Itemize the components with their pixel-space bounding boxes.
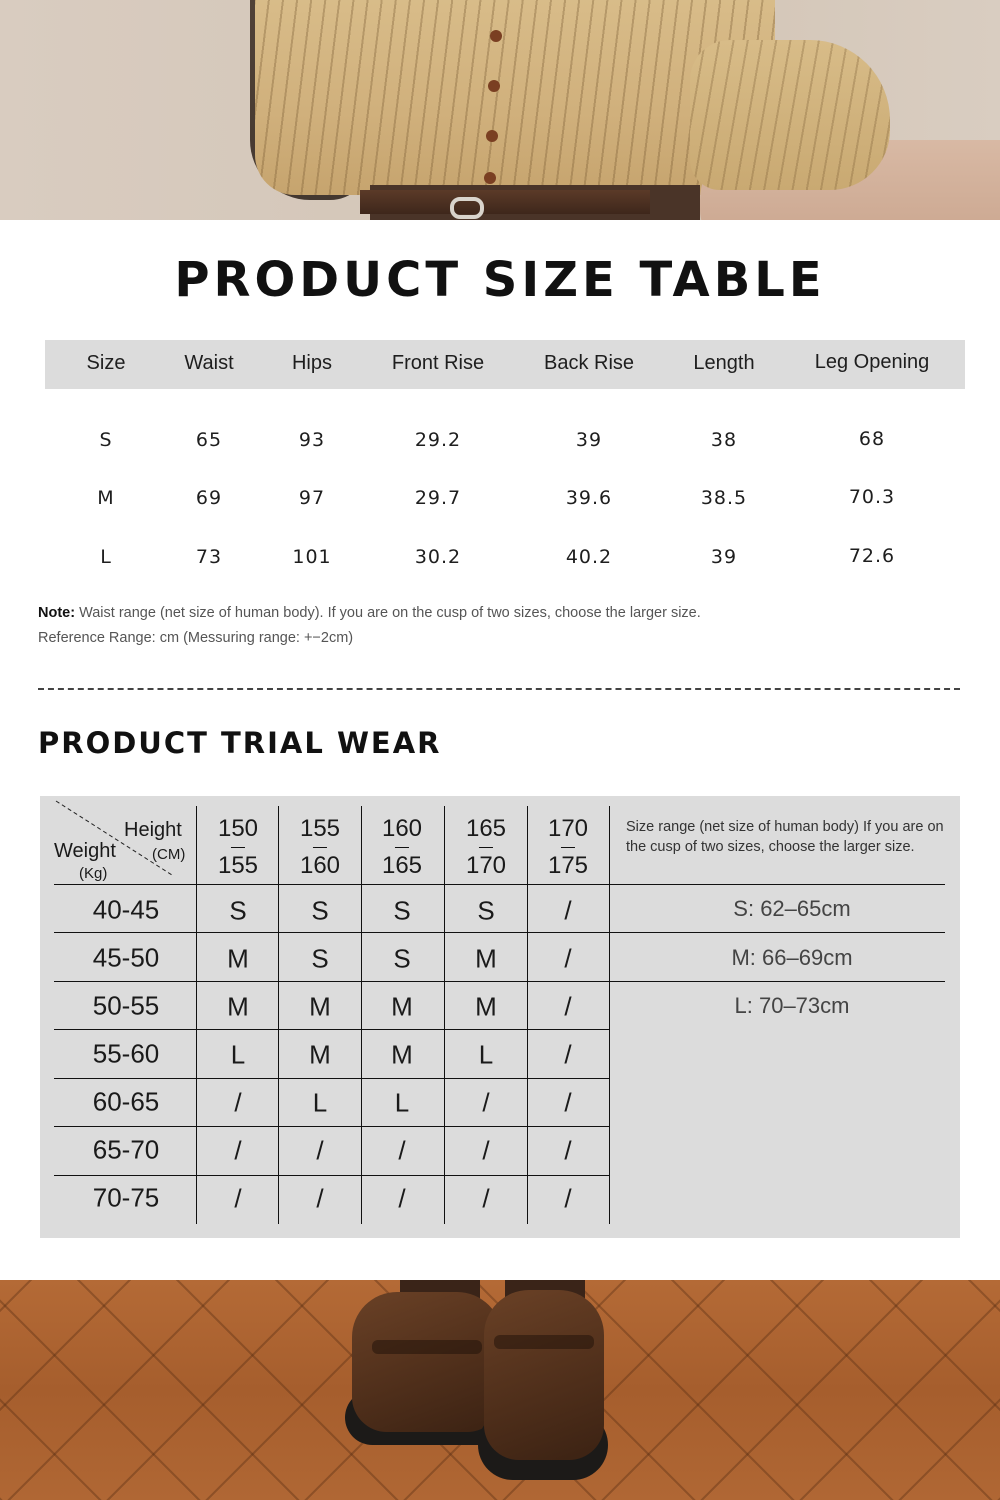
loafer-strap xyxy=(372,1340,482,1354)
grid-line xyxy=(54,932,945,933)
col-header-leg-opening: Leg Opening xyxy=(814,351,930,373)
blouse-button xyxy=(486,130,498,142)
col-header-waist: Waist xyxy=(184,352,234,374)
size-cell: M xyxy=(391,1039,413,1070)
blouse-button xyxy=(490,30,502,42)
size-cell: S xyxy=(311,943,329,974)
size-cell: L xyxy=(478,1039,494,1070)
range-l: L: 70–73cm xyxy=(734,993,850,1018)
reference-range: Reference Range: cm (Messuring range: +−2cm) xyxy=(38,630,354,646)
size-cell: L xyxy=(394,1087,410,1118)
grid-line xyxy=(54,1078,610,1079)
weight-label: 65-70 xyxy=(92,1134,160,1165)
size-cell: / xyxy=(482,1087,490,1118)
size-cell: / xyxy=(564,991,572,1022)
model-photo-top xyxy=(0,0,1000,220)
grid-line xyxy=(54,884,945,885)
size-cell: L xyxy=(230,1039,246,1070)
table-cell: 97 xyxy=(298,487,326,509)
belt-buckle xyxy=(450,197,484,219)
table-cell: 68 xyxy=(858,428,886,450)
size-cell: / xyxy=(564,895,572,926)
weight-label: 50-55 xyxy=(92,990,160,1021)
height-header xyxy=(382,810,422,884)
col-header-hips: Hips xyxy=(291,352,333,374)
table-cell: 38.5 xyxy=(700,487,748,509)
height-from: 160 xyxy=(381,815,423,842)
weight-label: 55-60 xyxy=(92,1038,160,1069)
size-cell: L xyxy=(312,1087,328,1118)
weight-label: 40-45 xyxy=(92,894,160,925)
loafer-strap xyxy=(494,1335,594,1349)
col-header-front-rise: Front Rise xyxy=(391,352,485,374)
leather-belt xyxy=(360,190,650,214)
page-title: PRODUCT SIZE TABLE xyxy=(174,252,826,308)
size-cell: / xyxy=(564,1183,572,1214)
grid-line xyxy=(609,806,610,1224)
grid-line xyxy=(54,981,945,982)
loafer-right xyxy=(484,1290,604,1460)
table-cell: M xyxy=(97,487,115,509)
weight-label: 70-75 xyxy=(92,1182,160,1213)
height-from: 170 xyxy=(547,815,589,842)
table-cell: 30.2 xyxy=(414,546,462,568)
table-cell: 40.2 xyxy=(565,546,613,568)
size-cell: S xyxy=(393,943,411,974)
height-to: 175 xyxy=(547,852,589,879)
size-cell: / xyxy=(564,1087,572,1118)
size-cell: / xyxy=(234,1183,242,1214)
height-header xyxy=(218,810,258,884)
weight-label: 60-65 xyxy=(92,1086,160,1117)
grid-line xyxy=(196,806,197,1224)
corner-kg-label: (Kg) xyxy=(79,865,108,882)
loafer-left xyxy=(352,1292,502,1432)
grid-line xyxy=(444,806,445,1224)
size-cell: S xyxy=(229,895,247,926)
size-cell: / xyxy=(564,943,572,974)
table-cell: 69 xyxy=(195,487,223,509)
size-table-header xyxy=(45,340,965,389)
table-cell: 29.2 xyxy=(414,429,462,451)
grid-line xyxy=(527,806,528,1224)
size-cell: S xyxy=(311,895,329,926)
size-cell: / xyxy=(316,1135,324,1166)
height-from: 155 xyxy=(299,815,341,842)
size-cell: M xyxy=(227,943,249,974)
size-cell: S xyxy=(477,895,495,926)
grid-line xyxy=(361,806,362,1224)
height-to: 160 xyxy=(299,852,341,879)
size-note xyxy=(38,605,701,621)
table-cell: 29.7 xyxy=(414,487,462,509)
table-cell: 101 xyxy=(292,546,332,568)
height-from: 150 xyxy=(217,815,259,842)
size-range-note: Size range (net size of human body) If you are on the cusp of two sizes, choose the larger size. xyxy=(626,819,944,855)
table-cell: 65 xyxy=(195,429,223,451)
grid-line xyxy=(54,1175,610,1176)
size-cell: / xyxy=(398,1183,406,1214)
table-cell: 39 xyxy=(710,546,738,568)
grid-line xyxy=(278,806,279,1224)
table-cell: L xyxy=(100,546,112,568)
size-cell: / xyxy=(564,1039,572,1070)
size-cell: M xyxy=(475,943,497,974)
size-cell: / xyxy=(482,1135,490,1166)
height-from: 165 xyxy=(465,815,507,842)
weight-label: 45-50 xyxy=(92,942,160,973)
table-cell: 73 xyxy=(195,546,223,568)
note-text: Waist range (net size of human body). If you are on the cusp of two sizes, choose the larger size. xyxy=(75,605,701,621)
blouse-sleeve xyxy=(690,40,890,190)
corner-weight-label: Weight xyxy=(54,840,116,862)
height-to: 170 xyxy=(465,852,507,879)
grid-line xyxy=(54,1126,610,1127)
size-cell: M xyxy=(391,991,413,1022)
model-photo-bottom xyxy=(0,1280,1000,1500)
col-header-length: Length xyxy=(693,352,755,374)
size-cell: / xyxy=(316,1183,324,1214)
table-cell: 38 xyxy=(710,429,738,451)
height-header xyxy=(466,810,506,884)
height-header xyxy=(300,810,340,884)
height-to: 165 xyxy=(381,852,423,879)
size-cell: / xyxy=(482,1183,490,1214)
note-label: Note: xyxy=(38,605,76,621)
size-cell: / xyxy=(234,1135,242,1166)
table-cell: 72.6 xyxy=(848,545,896,567)
range-s: S: 62–65cm xyxy=(733,896,851,921)
range-m: M: 66–69cm xyxy=(731,945,853,970)
table-cell: 39 xyxy=(575,429,603,451)
height-to: 155 xyxy=(217,852,259,879)
size-cell: / xyxy=(234,1087,242,1118)
size-cell: M xyxy=(227,991,249,1022)
table-cell: 39.6 xyxy=(565,487,613,509)
col-header-size: Size xyxy=(86,352,126,374)
table-cell: 70.3 xyxy=(848,486,896,508)
trial-title: PRODUCT TRIAL WEAR xyxy=(38,726,442,760)
grid-line xyxy=(54,1029,610,1030)
table-cell: S xyxy=(99,429,113,451)
size-cell: M xyxy=(309,991,331,1022)
blouse-button xyxy=(484,172,496,184)
section-divider xyxy=(38,688,960,690)
size-cell: / xyxy=(564,1135,572,1166)
size-cell: / xyxy=(398,1135,406,1166)
corner-height-label: Height xyxy=(124,819,182,841)
col-header-back-rise: Back Rise xyxy=(543,352,635,374)
corner-cm-label: (CM) xyxy=(152,846,186,863)
size-cell: S xyxy=(393,895,411,926)
size-cell: M xyxy=(309,1039,331,1070)
size-cell: M xyxy=(475,991,497,1022)
blouse-button xyxy=(488,80,500,92)
height-header xyxy=(548,810,588,884)
table-cell: 93 xyxy=(298,429,326,451)
